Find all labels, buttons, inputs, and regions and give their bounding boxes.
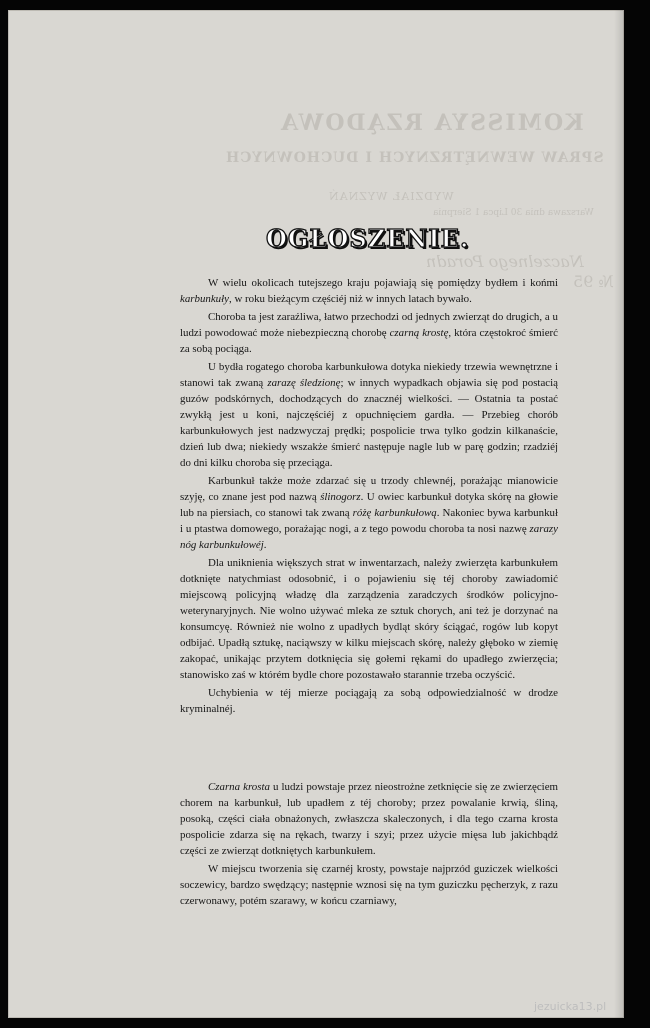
site-watermark: jezuicka13.pl: [534, 1000, 607, 1013]
paragraph: [180, 861, 558, 909]
paragraph: [180, 309, 558, 357]
paragraph: [180, 779, 558, 859]
paragraph: [180, 275, 558, 307]
text-run: , która częstokroć śmierć za sobą pociąga.: [180, 327, 558, 355]
bleed-through-header: KOMISSYA RZĄDOWA: [279, 110, 584, 136]
paragraph: [180, 473, 558, 553]
text-run: Karbunkuł także może zdarzać się u trzody chlewnéj, porażając mianowicie szyję, co znane jest pod nazwą: [180, 475, 558, 503]
text-run: Choroba ta jest zaraźliwa, łatwo przechodzi od jednych zwierząt do drugich, a u ludzi powodować może niebezpieczną chorobę: [180, 311, 558, 339]
italic-term: zarazy nóg karbunkułowéj: [180, 523, 558, 551]
italic-term: zarazę śledzionę: [267, 377, 341, 389]
text-run: ; w innych wypadkach objawia się pod postacią guzów podskórnych, dochodzących do znacznéj wielkości. — Ostatnia ta postać zwykłą jest u koni, najczęściéj z opuchnięciem gardła. — Przebieg chorób karbunkułowych jest nadzwyczaj prędki; pospolicie trwa tylko godzin kilkanaście, dzień lub dwa; niekiedy wszakże śmierć następuje nagle lub w parę godzin; rzadziéj do dni kilku choroba się przeciąga.: [180, 377, 558, 469]
paragraph: [180, 555, 558, 683]
text-run: W miejscu tworzenia się czarnéj krosty, powstaje najprzód guziczek wielkości soczewicy, bardzo swędzący; następnie wznosi się na tym guziczku pęcherzyk, z razu czerwonawy, potém szarawy, w końcu czarniawy,: [180, 863, 558, 907]
text-run: Uchybienia w téj mierze pociągają za sobą odpowiedzialność w drodze kryminalnéj.: [180, 687, 558, 715]
text-run: U bydła rogatego choroba karbunkułowa dotyka niekiedy trzewia wewnętrzne i stanowi tak zwaną: [180, 361, 558, 389]
italic-term: Czarna krosta: [208, 781, 270, 793]
text-run: . U owiec karbunkuł dotyka skórę na głowie lub na piersiach, co stanowi tak zwaną: [180, 491, 558, 519]
body-section-2: [180, 779, 558, 909]
text-run: u ludzi powstaje przez nieostrożne zetknięcie się ze zwierzęciem chorem na karbunkuł, lub upadłem z téj choroby; przez powalanie krwią, śliną, posoką, części ciała obnażonych, zwłaszcza skaleczonych, i dla tego czarna krosta pospolicie zdarza się na rękach, twarzy i szyi; przez użycie mięsa lub jakichbądź części ze zwierząt dotkniętych karbunkułem.: [180, 781, 558, 857]
document-page: [8, 10, 624, 1018]
italic-term: ślinogorz: [320, 491, 361, 503]
text-run: , w roku bieżącym częściéj niż w innych latach bywało.: [229, 293, 472, 305]
text-run: . Nakoniec bywa karbunkuł i u ptastwa domowego, porażając nogi, a z tego powodu choroba ta nosi nazwę: [180, 507, 558, 535]
bleed-through-number: № 95: [573, 272, 614, 291]
italic-term: różę karbunkułową: [352, 507, 437, 519]
body-section-1: [180, 275, 558, 717]
text-run: .: [263, 539, 267, 551]
paragraph: [180, 359, 558, 471]
paragraph: [180, 685, 558, 717]
bleed-through-date: Warszawa dnia 30 Lipca 1 Sierpnia: [433, 208, 594, 218]
italic-term: czarną krostę: [389, 327, 449, 339]
bleed-through-subheader: SPRAW WEWNĘTRZNYCH I DUCHOWNYCH: [225, 150, 604, 166]
text-run: W wielu okolicach tutejszego kraju pojawiają się pomiędzy bydłem i końmi: [208, 277, 558, 289]
bleed-through-addressee: Naczelnego Poradn: [426, 252, 584, 271]
italic-term: karbunkuły: [180, 293, 229, 305]
bleed-through-department: WYDZIAŁ WYZNAŃ: [328, 190, 454, 203]
page-title: OGŁOSZENIE.: [266, 224, 470, 253]
text-run: Dla uniknienia większych strat w inwentarzach, należy zwierzęta karbunkułem dotknięte natychmiast odosobnić, i o pojawieniu się téj choroby zawiadomić miejscową policyjną władzę dla zarządzenia zaradczych środków policyjno-weterynaryjnych. Nie wolno używać mleka ze sztuk chorych, ani też je dorzynać na konsumcyę. Również nie wolno z upadłych bydląt skóry ściągać, rogów lub kopyt odbijać. Upadłą sztukę, naciąwszy w kilku miejscach skórę, należy głęboko w ziemię zakopać, unikając przytem dotknięcia się gołemi rękami do upadłego zwierzęcia; stanowisko zaś w którém bydle chore pozostawało starannie trzeba oczyścić.: [180, 557, 558, 681]
